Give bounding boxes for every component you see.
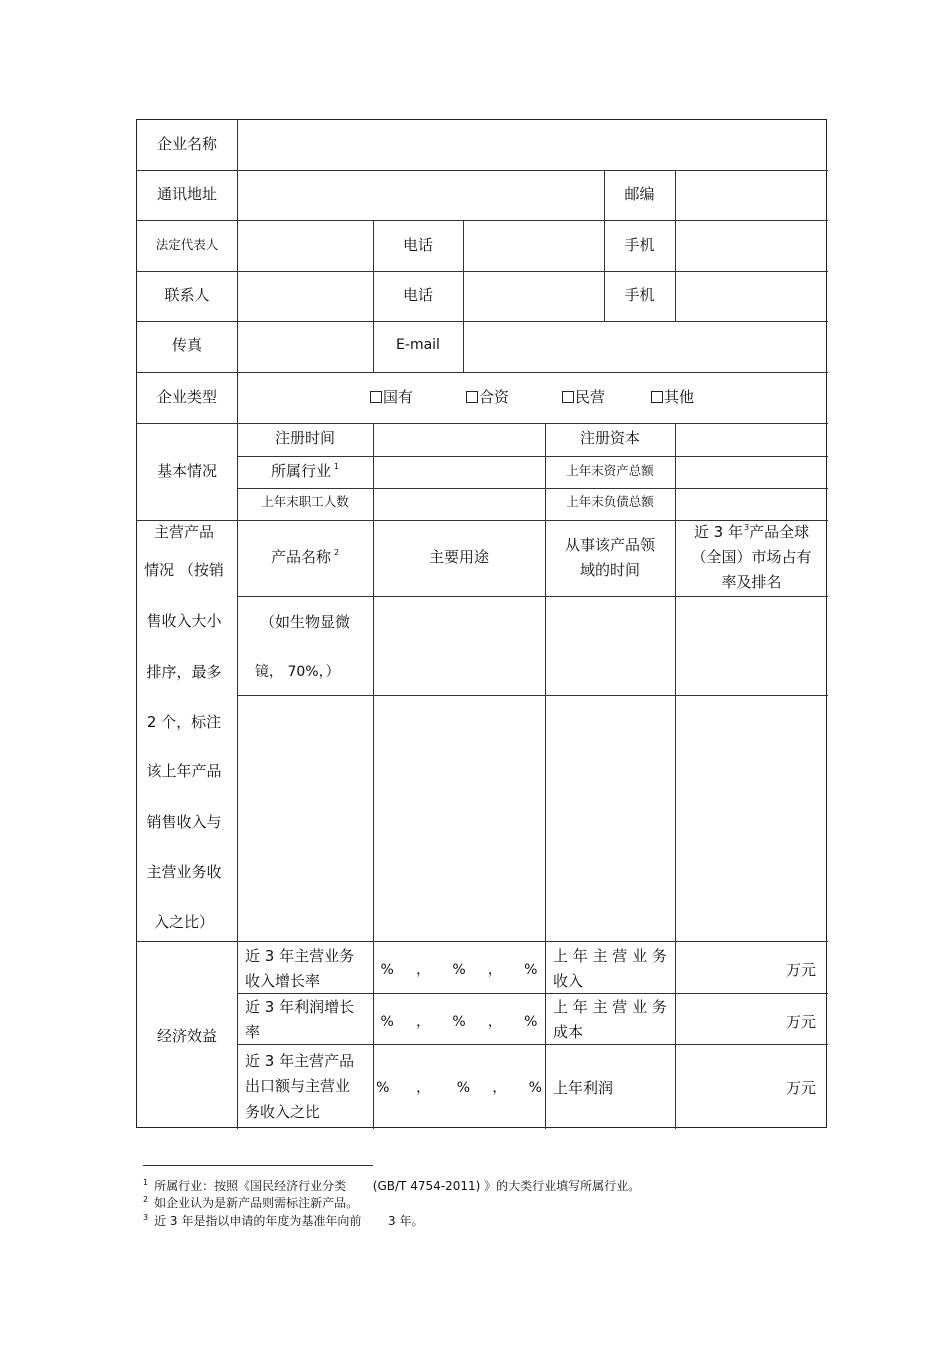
product-example: 镜， 70%，）: [255, 664, 340, 680]
label-main-products: 排序，最多: [146, 663, 222, 681]
label-company-name: 企业名称: [156, 135, 217, 153]
row-divider: [137, 321, 828, 322]
label-revenue-growth: 近 3 年主营业务: [245, 947, 355, 965]
label-last-revenue: 收入: [553, 972, 584, 990]
label-email: E-mail: [396, 337, 440, 353]
row-divider: [137, 372, 828, 373]
label-reg-capital: 注册资本: [579, 429, 640, 447]
checkbox[interactable]: [466, 391, 478, 403]
label-econ: 经济效益: [156, 1027, 217, 1045]
pct-export-ratio: % ， % ， %: [376, 1080, 542, 1096]
row-divider: [237, 456, 828, 457]
header-field-time: 域的时间: [579, 561, 640, 579]
row-divider: [137, 941, 828, 942]
unit-revenue: 万元: [785, 961, 816, 979]
checkbox[interactable]: [370, 391, 382, 403]
label-total-assets: 上年末资产总额: [566, 463, 654, 478]
col-divider: [545, 423, 546, 1129]
label-employees: 上年末职工人数: [261, 494, 349, 509]
col-divider: [675, 170, 676, 220]
header-main-use: 主要用途: [428, 548, 489, 566]
footnote-separator: [143, 1165, 373, 1166]
label-main-products: 该上年产品: [146, 762, 222, 780]
label-industry: 所属行业 $^1$: [270, 462, 340, 480]
label-last-cost: 成本: [553, 1023, 584, 1041]
header-market-share: 率及排名: [721, 573, 782, 591]
label-address: 通讯地址: [156, 185, 217, 203]
row-divider: [237, 1044, 828, 1045]
product-example: （如生物显微: [259, 613, 350, 631]
footnote: $^1$ 所属行业：按照《国民经济行业分类 (GB/T 4754-2011) 》的大类行业填写所属行业。: [143, 1178, 641, 1193]
header-market-share: 近 3 年$^3$产品全球: [693, 523, 810, 541]
row-divider: [237, 596, 828, 597]
label-export-ratio: 近 3 年主营产品: [245, 1052, 355, 1070]
label-export-ratio: 出口额与主营业: [245, 1077, 351, 1095]
type-option-other[interactable]: 其他: [651, 387, 694, 407]
label-fax: 传真: [171, 336, 202, 354]
label-basic-info: 基本情况: [156, 462, 217, 480]
checkbox[interactable]: [562, 391, 574, 403]
label-contact: 联系人: [164, 286, 210, 304]
label-main-products: 情况 （按销: [144, 561, 224, 579]
label-main-products: 销售收入与: [146, 813, 222, 831]
footnote: $^3$ 近 3 年是指以申请的年度为基准年向前 3 年。: [143, 1213, 424, 1228]
label-last-profit: 上年利润: [553, 1079, 614, 1097]
label-reg-time: 注册时间: [274, 429, 335, 447]
row-divider: [237, 488, 828, 489]
label-phone: 电话: [402, 236, 433, 254]
label-last-revenue: 上 年 主 营 业 务: [553, 947, 667, 965]
unit-cost: 万元: [785, 1013, 816, 1031]
col-divider: [463, 220, 464, 372]
row-divider: [137, 423, 828, 424]
label-company-type: 企业类型: [156, 388, 217, 406]
col-divider: [675, 220, 676, 322]
label-phone: 电话: [402, 286, 433, 304]
label-mobile: 手机: [624, 236, 655, 254]
header-field-time: 从事该产品领: [564, 536, 655, 554]
checkbox[interactable]: [651, 391, 663, 403]
row-divider: [137, 271, 828, 272]
label-postcode: 邮编: [624, 185, 655, 203]
label-total-liabilities: 上年末负债总额: [566, 494, 654, 509]
label-profit-growth: 近 3 年利润增长: [245, 998, 355, 1016]
header-market-share: （全国）市场占有: [691, 548, 812, 566]
label-profit-growth: 率: [245, 1023, 261, 1041]
label-main-products: 主营业务收: [146, 863, 222, 881]
row-divider: [237, 695, 828, 696]
row-divider: [137, 220, 828, 221]
pct-profit-growth: % ， % ， %: [380, 1014, 538, 1030]
application-form-table: [136, 119, 827, 1128]
label-export-ratio: 务收入之比: [245, 1103, 321, 1121]
row-divider: [237, 993, 828, 994]
type-option-state[interactable]: 国有: [370, 387, 413, 407]
type-option-private[interactable]: 民营: [562, 387, 605, 407]
label-main-products: 2 个，标注: [146, 713, 222, 731]
label-revenue-growth: 收入增长率: [245, 972, 321, 990]
label-main-products: 售收入大小: [146, 612, 222, 630]
label-last-cost: 上 年 主 营 业 务: [553, 998, 667, 1016]
unit-profit: 万元: [785, 1079, 816, 1097]
type-option-joint[interactable]: 合资: [466, 387, 509, 407]
label-legal-rep: 法定代表人: [155, 237, 219, 252]
label-main-products: 入之比）: [153, 913, 214, 931]
header-product-name: 产品名称 $^2$: [270, 548, 340, 566]
row-divider: [137, 170, 828, 171]
pct-revenue-growth: % ， % ， %: [380, 962, 538, 978]
footnote: $^2$ 如企业认为是新产品则需标注新产品。: [143, 1195, 359, 1210]
label-mobile: 手机: [624, 286, 655, 304]
label-main-products: 主营产品: [153, 523, 214, 541]
